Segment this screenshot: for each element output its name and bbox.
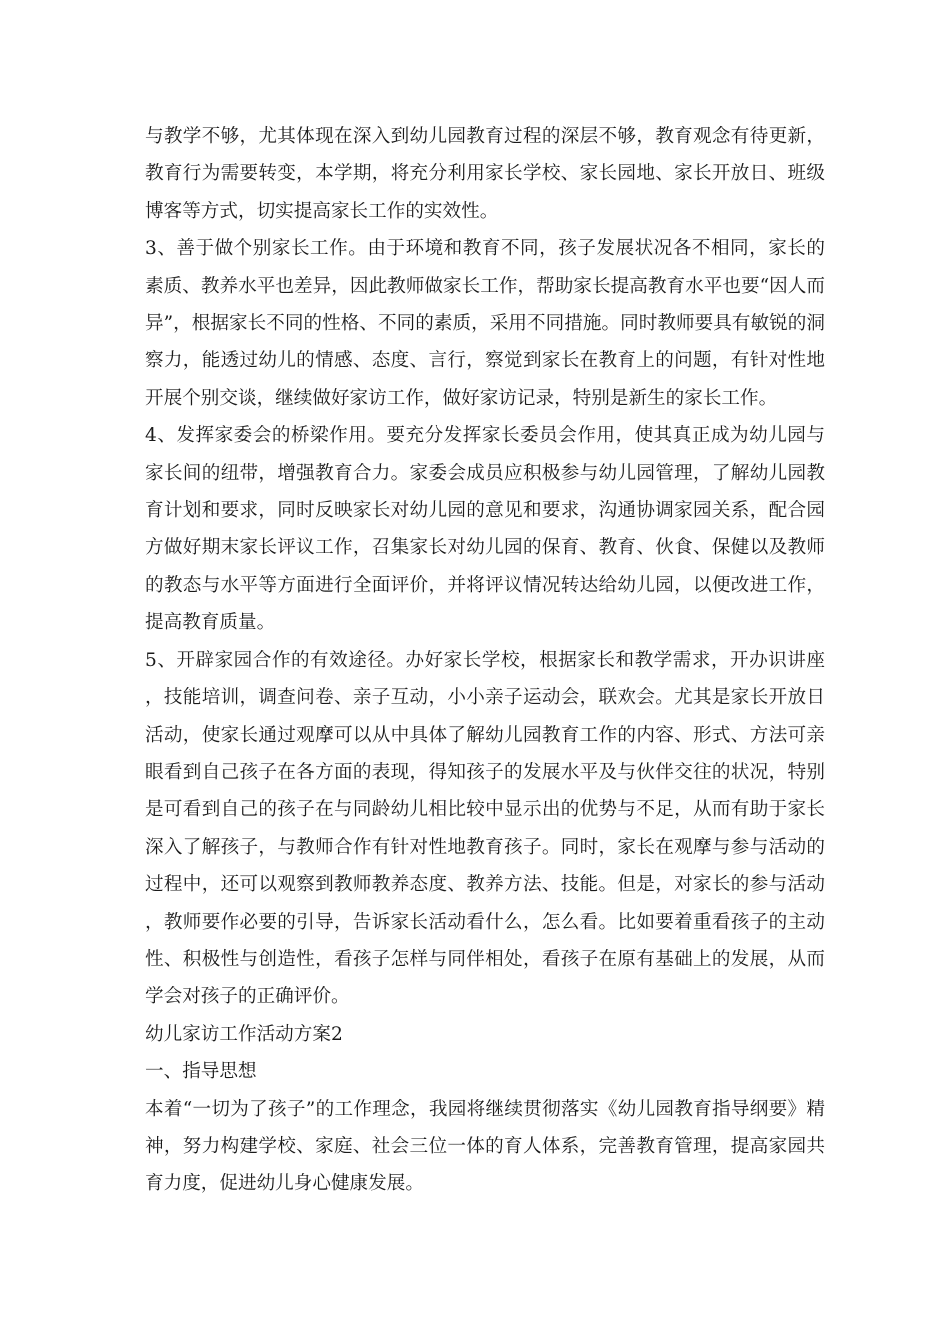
document-body [145,118,825,1203]
section-heading-plan-2: 幼儿家访工作活动方案2 [145,1023,343,1045]
paragraph-item-5: 5、开辟家园合作的有效途径。办好家长学校，根据家长和教学需求，开办识讲座，技能培训，调查问卷、亲子互动，小小亲子运动会，联欢会。尤其是家长开放日活动，使家长通过观摩可以从中具体了解幼儿园教育工作的内容、形式、方法可亲眼看到自己孩子在各方面的表现，得知孩子的发展水平及与伙伴交往的状况，特别是可看到自己的孩子在与同龄幼儿相比较中显示出的优势与不足，从而有助于家长深入了解孩子，与教师合作有针对性地教育孩子。同时，家长在观摩与参与活动的过程中，还可以观察到教师教养态度、教养方法、技能。但是，对家长的参与活动，教师要作必要的引导，告诉家长活动看什么，怎么看。比如要着重看孩子的主动性、积极性与创造性，看孩子怎样与同伴相处，看孩子在原有基础上的发展，从而学会对孩子的正确评价。 [145,649,825,1008]
paragraph-item-4: 4、发挥家委会的桥梁作用。要充分发挥家长委员会作用，使其真正成为幼儿园与家长间的纽带，增强教育合力。家委会成员应积极参与幼儿园管理，了解幼儿园教育计划和要求，同时反映家长对幼儿园的意见和要求，沟通协调家园关系，配合园方做好期末家长评议工作，召集家长对幼儿园的保育、教育、伙食、保健以及教师的教态与水平等方面进行全面评价，并将评议情况转达给幼儿园，以便改进工作，提高教育质量。 [145,425,825,634]
paragraph-guiding-ideology: 本着“一切为了孩子”的工作理念，我园将继续贯彻落实《幼儿园教育指导纲要》精神，努力构建学校、家庭、社会三位一体的育人体系，完善教育管理，提高家园共育力度，促进幼儿身心健康发展。 [145,1098,825,1195]
paragraph-continuation: 与教学不够，尤其体现在深入到幼儿园教育过程的深层不够，教育观念有待更新，教育行为需要转变，本学期，将充分利用家长学校、家长园地、家长开放日、班级博客等方式，切实提高家长工作的实效性。 [145,126,825,222]
paragraph-item-3: 3、善于做个别家长工作。由于环境和教育不同，孩子发展状况各不相同，家长的素质、教养水平也差异，因此教师做家长工作，帮助家长提高教育水平也要“因人而异”，根据家长不同的性格、不同的素质，采用不同措施。同时教师要具有敏锐的洞察力，能透过幼儿的情感、态度、言行，察觉到家长在教育上的问题，有针对性地开展个别交谈，继续做好家访工作，做好家访记录，特别是新生的家长工作。 [145,238,825,409]
subheading-guiding-ideology: 一、指导思想 [145,1061,257,1083]
